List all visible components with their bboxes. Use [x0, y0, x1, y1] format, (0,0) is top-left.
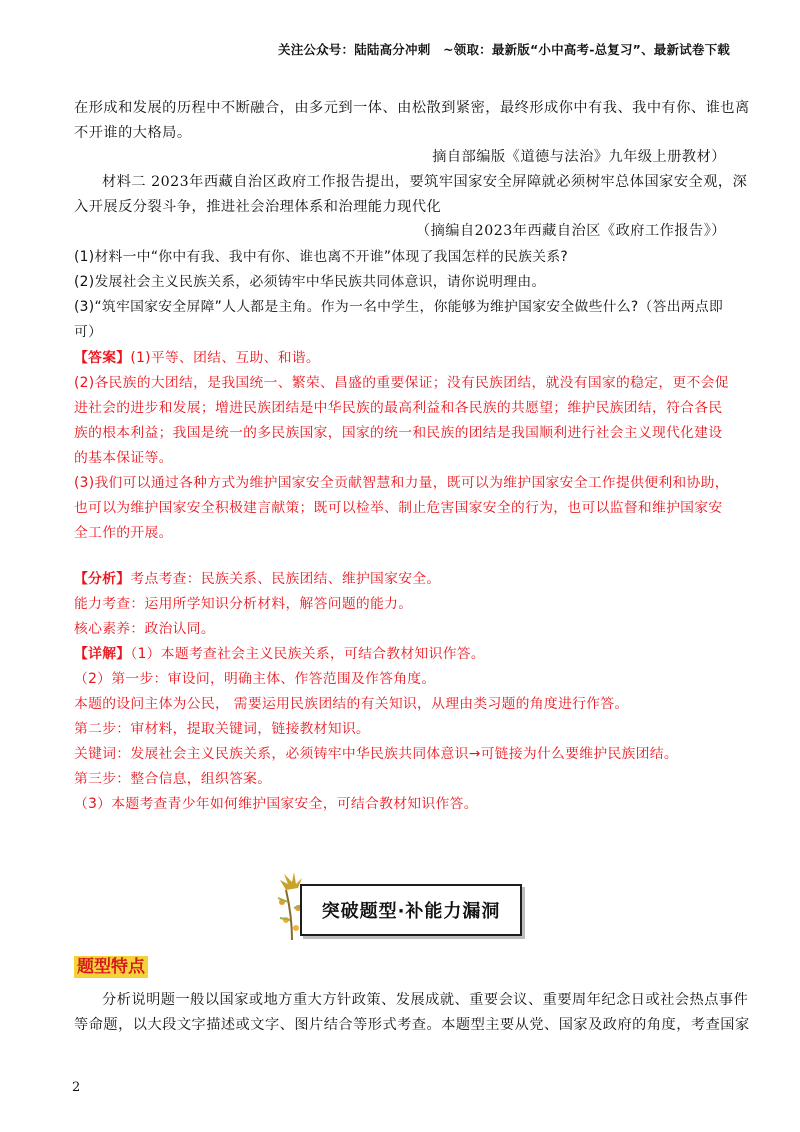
analysis-line1 — [74, 567, 726, 591]
answer-3-line1: (3)我们可以通过各种方式为维护国家安全贡献智慧和力量，既可以为维护国家安全工作提供便利和协助， — [74, 475, 729, 491]
material1-source: 摘自部编版《道德与法治》九年级上册教材） — [432, 149, 726, 165]
detail-line3: 本题的设问主体为公民， 需要运用民族团结的有关知识，从理由类习题的角度进行作答。 — [74, 696, 629, 712]
answer-2-line3: 族的根本利益；我国是统一的多民族国家，国家的统一和民族的团结是我国顺利进行社会主义现代化建设 — [74, 425, 723, 441]
answer-2-line4: 的基本保证等。 — [74, 450, 173, 466]
answer-3-line3: 全工作的开展。 — [74, 525, 173, 541]
detail-tag: 【详解】 — [74, 646, 131, 662]
material1-line2: 不开谁的大格局。 — [74, 125, 192, 141]
material2-line1: 材料二 2023年西藏自治区政府工作报告提出，要筑牢国家安全屏障就必须树牢总体国家安全观，深 — [102, 174, 748, 190]
page-number: 2 — [72, 1080, 81, 1095]
section-paragraph-line1: 分析说明题一般以国家或地方重大方针政策、发展成就、重要会议、重要周年纪念日或社会热点事件 — [102, 992, 749, 1008]
section-banner — [300, 884, 522, 936]
section-paragraph-line2: 等命题，以大段文字描述或文字、图片结合等形式考查。本题型主要从党、国家及政府的角度，考查国家 — [74, 1017, 750, 1033]
answer-2-line2: 进社会的进步和发展；增进民族团结是中华民族的最高利益和各民族的共愿望；维护民族团结，符合各民 — [74, 400, 723, 416]
answer-2-line1: (2)各民族的大团结，是我国统一、繁荣、昌盛的重要保证；没有民族团结，就没有国家的稳定，更不会促 — [74, 375, 729, 391]
detail-line1 — [74, 642, 726, 666]
detail-line6: 第三步：整合信息，组织答案。 — [74, 771, 272, 787]
material1-line1: 在形成和发展的历程中不断融合，由多元到一体、由松散到紧密，最终形成你中有我、我中有你、谁也离 — [74, 100, 750, 116]
material2-line2: 入开展反分裂斗争，推进社会治理体系和治理能力现代化 — [74, 199, 442, 215]
analysis-text-1: 考点考查：民族关系、民族团结、维护国家安全。 — [130, 571, 441, 587]
analysis-line2: 能力考查：运用所学知识分析材料，解答问题的能力。 — [74, 596, 413, 612]
detail-text-1: （1）本题考查社会主义民族关系，可结合教材知识作答。 — [130, 646, 485, 662]
analysis-tag: 【分析】 — [74, 571, 131, 587]
question-3-line2: 可） — [74, 324, 103, 340]
section-title: 题型特点 — [74, 956, 148, 978]
question-2: (2)发展社会主义民族关系，必须铸牢中华民族共同体意识，请你说明理由。 — [74, 274, 546, 290]
detail-line2: （2）第一步：审设问，明确主体、作答范围及作答角度。 — [74, 671, 436, 687]
detail-line5: 关键词：发展社会主义民族关系，必须铸牢中华民族共同体意识→可链接为什么要维护民族团结。 — [74, 746, 678, 762]
analysis-line3: 核心素养：政治认同。 — [74, 621, 215, 637]
answer-line1 — [74, 346, 726, 370]
answer-3-line2: 也可以为维护国家安全积极建言献策；既可以检举、制止危害国家安全的行为，也可以监督和维护国家安 — [74, 500, 723, 516]
material2-source: （摘编自2023年西藏自治区《政府工作报告》） — [415, 223, 726, 239]
detail-line7: （3）本题考查青少年如何维护国家安全，可结合教材知识作答。 — [74, 796, 478, 812]
page-header: 关注公众号：陆陆高分冲刺 ~领取：最新版“小中高考-总复习”、最新试卷下载 — [278, 42, 730, 57]
answer-1: (1)平等、团结、互助、和谐。 — [130, 350, 320, 366]
banner-title: 突破题型·补能力漏洞 — [321, 901, 501, 922]
answer-tag: 【答案】 — [74, 350, 131, 366]
detail-line4: 第二步：审材料，提取关键词，链接教材知识。 — [74, 721, 371, 737]
question-1: (1)材料一中“你中有我、我中有你、谁也离不开谁”体现了我国怎样的民族关系? — [74, 249, 569, 265]
question-3-line1: (3)“筑牢国家安全屏障”人人都是主角。作为一名中学生，你能够为维护国家安全做些什么?（答出两点即 — [74, 299, 724, 315]
